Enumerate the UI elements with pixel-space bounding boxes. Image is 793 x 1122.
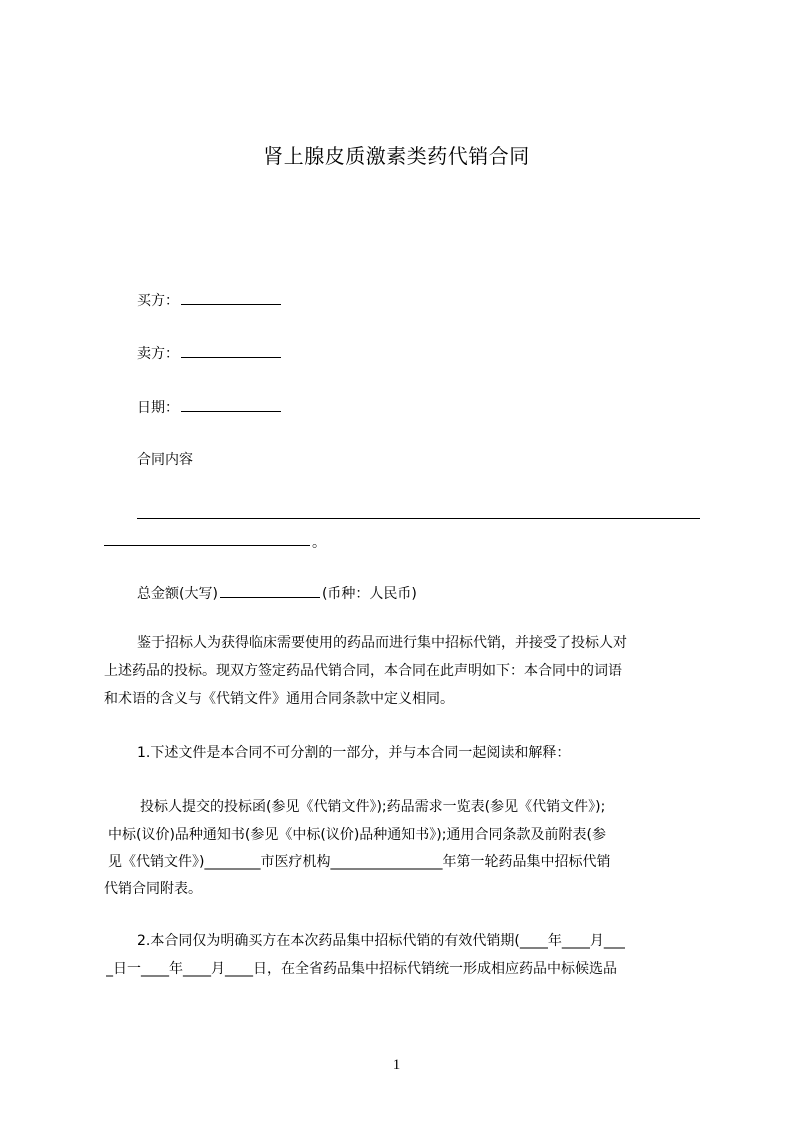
date-label: 日期：	[137, 400, 179, 416]
clause-1-line: 见《代销文件》)________市医疗机构________________年第一轮药品集中招标代销	[108, 854, 611, 870]
seller-blank	[181, 342, 281, 358]
total-amount-label: 总金额(大写)	[137, 586, 218, 602]
total-amount-field	[137, 582, 417, 605]
clause-1-line: 投标人提交的投标函(参见《代销文件》);药品需求一览表(参见《代销文件》);	[140, 799, 606, 815]
date-blank	[181, 396, 281, 412]
total-currency-note: (币种：人民币)	[321, 586, 417, 602]
intro-line: 和术语的含义与《代销文件》通用合同条款中定义相同。	[104, 691, 454, 707]
buyer-label: 买方：	[137, 293, 179, 309]
content-end-mark: 。	[312, 535, 326, 551]
clause-1-line: 中标(议价)品种通知书(参见《中标(议价)品种通知书》);通用合同条款及前附表(参	[108, 827, 606, 843]
seller-label: 卖方：	[137, 346, 179, 362]
document-title: 肾上腺皮质激素类药代销合同	[263, 144, 530, 168]
intro-line: 鉴于招标人为获得临床需要使用的药品而进行集中招标代销，并接受了投标人对	[137, 635, 627, 651]
buyer-field	[137, 289, 281, 312]
buyer-blank	[181, 289, 281, 305]
clause-1-line: 代销合同附表。	[104, 881, 202, 897]
clause-2-line: 2.本合同仅为明确买方在本次药品集中招标代销的有效代销期(____年____月___	[137, 933, 625, 949]
seller-field	[137, 342, 281, 365]
content-heading: 合同内容	[137, 452, 193, 468]
content-blank-line-1	[137, 518, 700, 519]
clause-2-line: _日一____年____月____日，在全省药品集中招标代销统一形成相应药品中标候选品	[106, 961, 617, 977]
clause-1-heading: 1.下述文件是本合同不可分割的一部分，并与本合同一起阅读和解释：	[137, 745, 571, 761]
intro-line: 上述药品的投标。现双方签定药品代销合同，本合同在此声明如下：本合同中的词语	[104, 663, 622, 679]
total-amount-blank	[220, 582, 320, 598]
date-field	[137, 396, 281, 419]
content-blank-line-2	[104, 545, 310, 546]
page-number: 1	[392, 1057, 401, 1073]
